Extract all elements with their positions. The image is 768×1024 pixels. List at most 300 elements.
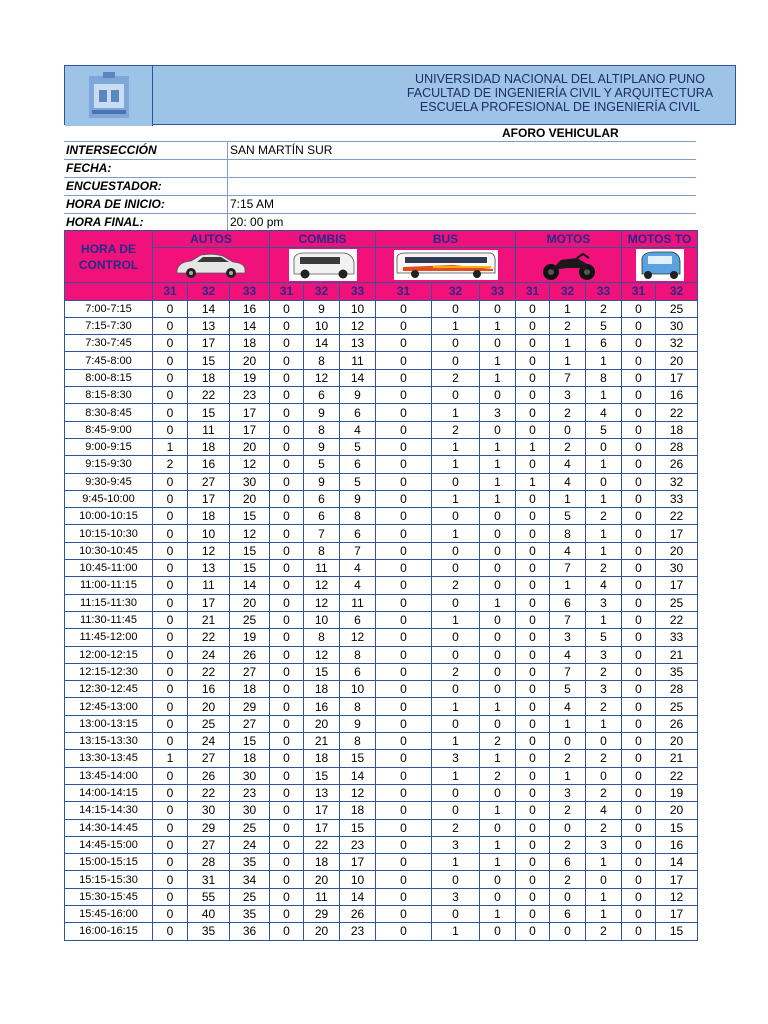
count-cell[interactable]: 18 [304,681,340,698]
count-cell[interactable]: 32 [656,473,698,490]
count-cell[interactable]: 0 [153,300,188,317]
count-cell[interactable]: 12 [304,594,340,611]
count-cell[interactable]: 1 [480,802,516,819]
count-cell[interactable]: 0 [153,784,188,801]
count-cell[interactable]: 0 [516,819,550,836]
count-cell[interactable]: 15 [188,404,230,421]
count-cell[interactable]: 13 [340,335,376,352]
count-cell[interactable]: 3 [550,387,586,404]
count-cell[interactable]: 0 [622,594,656,611]
count-cell[interactable]: 0 [622,836,656,853]
count-cell[interactable]: 0 [550,923,586,940]
count-cell[interactable]: 1 [586,456,622,473]
count-cell[interactable]: 0 [586,473,622,490]
count-cell[interactable]: 1 [550,767,586,784]
count-cell[interactable]: 18 [188,438,230,455]
count-cell[interactable]: 1 [480,473,516,490]
count-cell[interactable]: 0 [480,871,516,888]
count-cell[interactable]: 17 [656,369,698,386]
count-cell[interactable]: 17 [230,421,270,438]
hora-final-value[interactable]: 20: 00 pm [230,215,284,229]
count-cell[interactable]: 10 [340,300,376,317]
count-cell[interactable]: 25 [656,698,698,715]
count-cell[interactable]: 4 [586,404,622,421]
count-cell[interactable]: 1 [550,300,586,317]
count-cell[interactable]: 7 [550,369,586,386]
count-cell[interactable]: 0 [516,352,550,369]
count-cell[interactable]: 1 [516,473,550,490]
count-cell[interactable]: 26 [656,715,698,732]
count-cell[interactable]: 7 [340,542,376,559]
count-cell[interactable]: 1 [550,352,586,369]
count-cell[interactable]: 0 [270,750,304,767]
count-cell[interactable]: 0 [270,300,304,317]
count-cell[interactable]: 0 [622,802,656,819]
count-cell[interactable]: 0 [432,542,480,559]
count-cell[interactable]: 1 [480,352,516,369]
count-cell[interactable]: 33 [656,629,698,646]
count-cell[interactable]: 0 [153,317,188,334]
count-cell[interactable]: 6 [304,387,340,404]
count-cell[interactable]: 0 [622,490,656,507]
count-cell[interactable]: 0 [516,577,550,594]
count-cell[interactable]: 1 [586,352,622,369]
count-cell[interactable]: 0 [516,802,550,819]
count-cell[interactable]: 0 [516,646,550,663]
count-cell[interactable]: 2 [586,508,622,525]
count-cell[interactable]: 16 [304,698,340,715]
count-cell[interactable]: 0 [480,421,516,438]
count-cell[interactable]: 18 [230,681,270,698]
count-cell[interactable]: 1 [586,611,622,628]
count-cell[interactable]: 1 [432,923,480,940]
count-cell[interactable]: 14 [304,335,340,352]
count-cell[interactable]: 1 [480,905,516,922]
count-cell[interactable]: 8 [340,646,376,663]
count-cell[interactable]: 0 [622,646,656,663]
count-cell[interactable]: 0 [376,905,432,922]
count-cell[interactable]: 14 [230,577,270,594]
count-cell[interactable]: 0 [622,767,656,784]
count-cell[interactable]: 0 [376,473,432,490]
count-cell[interactable]: 10 [188,525,230,542]
count-cell[interactable]: 1 [153,750,188,767]
count-cell[interactable]: 0 [622,577,656,594]
count-cell[interactable]: 14 [340,369,376,386]
count-cell[interactable]: 3 [586,594,622,611]
count-cell[interactable]: 0 [432,629,480,646]
count-cell[interactable]: 0 [622,715,656,732]
count-cell[interactable]: 20 [188,698,230,715]
count-cell[interactable]: 1 [586,888,622,905]
count-cell[interactable]: 0 [432,508,480,525]
count-cell[interactable]: 0 [376,646,432,663]
count-cell[interactable]: 0 [270,888,304,905]
count-cell[interactable]: 8 [304,352,340,369]
count-cell[interactable]: 25 [656,594,698,611]
count-cell[interactable]: 0 [153,663,188,680]
count-cell[interactable]: 0 [153,352,188,369]
count-cell[interactable]: 35 [230,854,270,871]
count-cell[interactable]: 2 [586,784,622,801]
count-cell[interactable]: 0 [516,490,550,507]
count-cell[interactable]: 9 [304,473,340,490]
count-cell[interactable]: 12 [230,456,270,473]
count-cell[interactable]: 13 [304,784,340,801]
count-cell[interactable]: 3 [432,836,480,853]
count-cell[interactable]: 0 [376,681,432,698]
count-cell[interactable]: 12 [304,577,340,594]
count-cell[interactable]: 23 [230,387,270,404]
count-cell[interactable]: 0 [480,646,516,663]
count-cell[interactable]: 0 [376,335,432,352]
count-cell[interactable]: 0 [270,784,304,801]
count-cell[interactable]: 11 [304,560,340,577]
count-cell[interactable]: 0 [516,905,550,922]
count-cell[interactable]: 4 [550,698,586,715]
count-cell[interactable]: 0 [516,681,550,698]
count-cell[interactable]: 20 [656,733,698,750]
count-cell[interactable]: 0 [586,767,622,784]
count-cell[interactable]: 1 [586,525,622,542]
count-cell[interactable]: 55 [188,888,230,905]
count-cell[interactable]: 0 [270,490,304,507]
count-cell[interactable]: 20 [304,871,340,888]
count-cell[interactable]: 16 [230,300,270,317]
count-cell[interactable]: 2 [153,456,188,473]
count-cell[interactable]: 3 [586,646,622,663]
count-cell[interactable]: 0 [586,733,622,750]
count-cell[interactable]: 4 [586,802,622,819]
count-cell[interactable]: 0 [516,715,550,732]
count-cell[interactable]: 5 [550,681,586,698]
count-cell[interactable]: 0 [550,733,586,750]
count-cell[interactable]: 17 [188,335,230,352]
count-cell[interactable]: 0 [550,421,586,438]
count-cell[interactable]: 20 [230,594,270,611]
count-cell[interactable]: 0 [516,733,550,750]
count-cell[interactable]: 2 [586,698,622,715]
count-cell[interactable]: 0 [270,681,304,698]
count-cell[interactable]: 26 [230,646,270,663]
count-cell[interactable]: 0 [622,819,656,836]
count-cell[interactable]: 17 [230,404,270,421]
count-cell[interactable]: 6 [340,525,376,542]
count-cell[interactable]: 0 [270,369,304,386]
count-cell[interactable]: 15 [304,767,340,784]
count-cell[interactable]: 30 [230,473,270,490]
count-cell[interactable]: 0 [270,611,304,628]
count-cell[interactable]: 0 [153,923,188,940]
count-cell[interactable]: 1 [432,404,480,421]
count-cell[interactable]: 21 [188,611,230,628]
count-cell[interactable]: 16 [188,456,230,473]
count-cell[interactable]: 17 [304,819,340,836]
count-cell[interactable]: 8 [340,698,376,715]
count-cell[interactable]: 12 [304,369,340,386]
count-cell[interactable]: 12 [340,317,376,334]
count-cell[interactable]: 34 [230,871,270,888]
count-cell[interactable]: 3 [432,888,480,905]
count-cell[interactable]: 30 [188,802,230,819]
count-cell[interactable]: 0 [432,715,480,732]
count-cell[interactable]: 0 [376,663,432,680]
count-cell[interactable]: 11 [188,577,230,594]
count-cell[interactable]: 0 [516,923,550,940]
count-cell[interactable]: 20 [304,715,340,732]
count-cell[interactable]: 0 [622,473,656,490]
count-cell[interactable]: 16 [656,387,698,404]
count-cell[interactable]: 0 [376,542,432,559]
count-cell[interactable]: 6 [586,335,622,352]
count-cell[interactable]: 0 [376,438,432,455]
count-cell[interactable]: 0 [516,698,550,715]
count-cell[interactable]: 0 [270,767,304,784]
count-cell[interactable]: 30 [230,767,270,784]
count-cell[interactable]: 0 [153,888,188,905]
count-cell[interactable]: 8 [340,733,376,750]
count-cell[interactable]: 0 [622,456,656,473]
count-cell[interactable]: 0 [376,923,432,940]
count-cell[interactable]: 30 [656,560,698,577]
count-cell[interactable]: 25 [230,611,270,628]
count-cell[interactable]: 0 [270,594,304,611]
count-cell[interactable]: 0 [270,542,304,559]
count-cell[interactable]: 0 [622,923,656,940]
count-cell[interactable]: 11 [340,594,376,611]
count-cell[interactable]: 28 [188,854,230,871]
count-cell[interactable]: 0 [432,473,480,490]
count-cell[interactable]: 30 [230,802,270,819]
count-cell[interactable]: 0 [516,317,550,334]
count-cell[interactable]: 2 [550,871,586,888]
count-cell[interactable]: 14 [340,767,376,784]
count-cell[interactable]: 0 [153,802,188,819]
count-cell[interactable]: 27 [188,750,230,767]
count-cell[interactable]: 0 [376,300,432,317]
count-cell[interactable]: 3 [550,784,586,801]
count-cell[interactable]: 0 [270,317,304,334]
count-cell[interactable]: 21 [656,750,698,767]
count-cell[interactable]: 11 [188,421,230,438]
count-cell[interactable]: 0 [376,836,432,853]
count-cell[interactable]: 1 [432,438,480,455]
count-cell[interactable]: 14 [340,888,376,905]
count-cell[interactable]: 1 [480,698,516,715]
count-cell[interactable]: 0 [622,387,656,404]
count-cell[interactable]: 4 [550,542,586,559]
count-cell[interactable]: 0 [622,525,656,542]
count-cell[interactable]: 0 [153,767,188,784]
count-cell[interactable]: 0 [432,905,480,922]
count-cell[interactable]: 1 [550,490,586,507]
count-cell[interactable]: 1 [432,733,480,750]
count-cell[interactable]: 0 [622,317,656,334]
count-cell[interactable]: 0 [270,508,304,525]
count-cell[interactable]: 1 [480,594,516,611]
count-cell[interactable]: 0 [376,525,432,542]
count-cell[interactable]: 22 [656,508,698,525]
count-cell[interactable]: 12 [340,629,376,646]
count-cell[interactable]: 5 [586,421,622,438]
count-cell[interactable]: 0 [622,663,656,680]
count-cell[interactable]: 1 [480,317,516,334]
count-cell[interactable]: 27 [230,663,270,680]
count-cell[interactable]: 2 [480,733,516,750]
count-cell[interactable]: 0 [153,871,188,888]
count-cell[interactable]: 0 [270,698,304,715]
count-cell[interactable]: 1 [550,715,586,732]
count-cell[interactable]: 3 [550,629,586,646]
count-cell[interactable]: 0 [516,750,550,767]
count-cell[interactable]: 0 [516,784,550,801]
count-cell[interactable]: 0 [376,560,432,577]
count-cell[interactable]: 1 [550,577,586,594]
count-cell[interactable]: 1 [432,317,480,334]
count-cell[interactable]: 15 [340,750,376,767]
count-cell[interactable]: 7 [550,611,586,628]
count-cell[interactable]: 5 [304,456,340,473]
count-cell[interactable]: 9 [340,715,376,732]
count-cell[interactable]: 0 [480,508,516,525]
count-cell[interactable]: 0 [432,335,480,352]
count-cell[interactable]: 0 [270,577,304,594]
count-cell[interactable]: 0 [270,905,304,922]
count-cell[interactable]: 0 [516,542,550,559]
count-cell[interactable]: 17 [656,577,698,594]
count-cell[interactable]: 1 [432,490,480,507]
count-cell[interactable]: 0 [153,387,188,404]
count-cell[interactable]: 0 [270,819,304,836]
count-cell[interactable]: 2 [586,300,622,317]
count-cell[interactable]: 0 [270,871,304,888]
count-cell[interactable]: 6 [550,594,586,611]
count-cell[interactable]: 11 [304,888,340,905]
count-cell[interactable]: 4 [586,577,622,594]
count-cell[interactable]: 0 [622,629,656,646]
count-cell[interactable]: 0 [270,802,304,819]
count-cell[interactable]: 8 [586,369,622,386]
count-cell[interactable]: 0 [622,352,656,369]
count-cell[interactable]: 0 [376,733,432,750]
count-cell[interactable]: 0 [270,352,304,369]
count-cell[interactable]: 17 [656,871,698,888]
count-cell[interactable]: 9 [340,387,376,404]
count-cell[interactable]: 1 [480,750,516,767]
count-cell[interactable]: 1 [432,854,480,871]
count-cell[interactable]: 0 [622,508,656,525]
count-cell[interactable]: 15 [230,508,270,525]
count-cell[interactable]: 1 [432,767,480,784]
count-cell[interactable]: 1 [586,715,622,732]
count-cell[interactable]: 29 [188,819,230,836]
count-cell[interactable]: 29 [304,905,340,922]
count-cell[interactable]: 0 [480,888,516,905]
count-cell[interactable]: 20 [230,352,270,369]
count-cell[interactable]: 1 [586,854,622,871]
count-cell[interactable]: 23 [340,923,376,940]
count-cell[interactable]: 0 [622,560,656,577]
count-cell[interactable]: 1 [480,456,516,473]
count-cell[interactable]: 0 [622,335,656,352]
count-cell[interactable]: 27 [188,836,230,853]
count-cell[interactable]: 15 [656,819,698,836]
count-cell[interactable]: 12 [656,888,698,905]
count-cell[interactable]: 0 [153,629,188,646]
count-cell[interactable]: 0 [480,715,516,732]
count-cell[interactable]: 0 [376,611,432,628]
count-cell[interactable]: 8 [304,629,340,646]
count-cell[interactable]: 0 [270,456,304,473]
count-cell[interactable]: 0 [516,767,550,784]
count-cell[interactable]: 17 [656,525,698,542]
count-cell[interactable]: 0 [622,542,656,559]
count-cell[interactable]: 5 [550,508,586,525]
count-cell[interactable]: 0 [376,698,432,715]
count-cell[interactable]: 0 [153,542,188,559]
count-cell[interactable]: 10 [340,681,376,698]
count-cell[interactable]: 13 [188,560,230,577]
count-cell[interactable]: 28 [656,681,698,698]
count-cell[interactable]: 0 [432,387,480,404]
count-cell[interactable]: 4 [340,560,376,577]
count-cell[interactable]: 0 [480,525,516,542]
count-cell[interactable]: 0 [480,387,516,404]
count-cell[interactable]: 0 [153,421,188,438]
count-cell[interactable]: 0 [622,369,656,386]
count-cell[interactable]: 0 [516,525,550,542]
count-cell[interactable]: 2 [550,836,586,853]
count-cell[interactable]: 0 [376,317,432,334]
count-cell[interactable]: 22 [656,767,698,784]
count-cell[interactable]: 0 [516,560,550,577]
count-cell[interactable]: 0 [432,560,480,577]
count-cell[interactable]: 26 [656,456,698,473]
count-cell[interactable]: 1 [480,369,516,386]
count-cell[interactable]: 0 [516,888,550,905]
count-cell[interactable]: 0 [153,490,188,507]
count-cell[interactable]: 0 [622,611,656,628]
count-cell[interactable]: 2 [432,819,480,836]
count-cell[interactable]: 9 [304,404,340,421]
count-cell[interactable]: 13 [188,317,230,334]
count-cell[interactable]: 25 [230,819,270,836]
count-cell[interactable]: 3 [586,681,622,698]
count-cell[interactable]: 0 [153,646,188,663]
count-cell[interactable]: 0 [270,629,304,646]
count-cell[interactable]: 24 [188,733,230,750]
count-cell[interactable]: 25 [656,300,698,317]
count-cell[interactable]: 0 [516,404,550,421]
count-cell[interactable]: 1 [153,438,188,455]
count-cell[interactable]: 4 [340,577,376,594]
count-cell[interactable]: 21 [304,733,340,750]
count-cell[interactable]: 0 [153,577,188,594]
count-cell[interactable]: 18 [230,335,270,352]
count-cell[interactable]: 0 [270,335,304,352]
count-cell[interactable]: 0 [153,525,188,542]
count-cell[interactable]: 2 [432,663,480,680]
count-cell[interactable]: 0 [480,542,516,559]
count-cell[interactable]: 18 [230,750,270,767]
count-cell[interactable]: 6 [340,404,376,421]
count-cell[interactable]: 1 [586,490,622,507]
count-cell[interactable]: 1 [586,387,622,404]
count-cell[interactable]: 0 [432,352,480,369]
count-cell[interactable]: 0 [622,438,656,455]
count-cell[interactable]: 18 [340,802,376,819]
count-cell[interactable]: 14 [230,317,270,334]
